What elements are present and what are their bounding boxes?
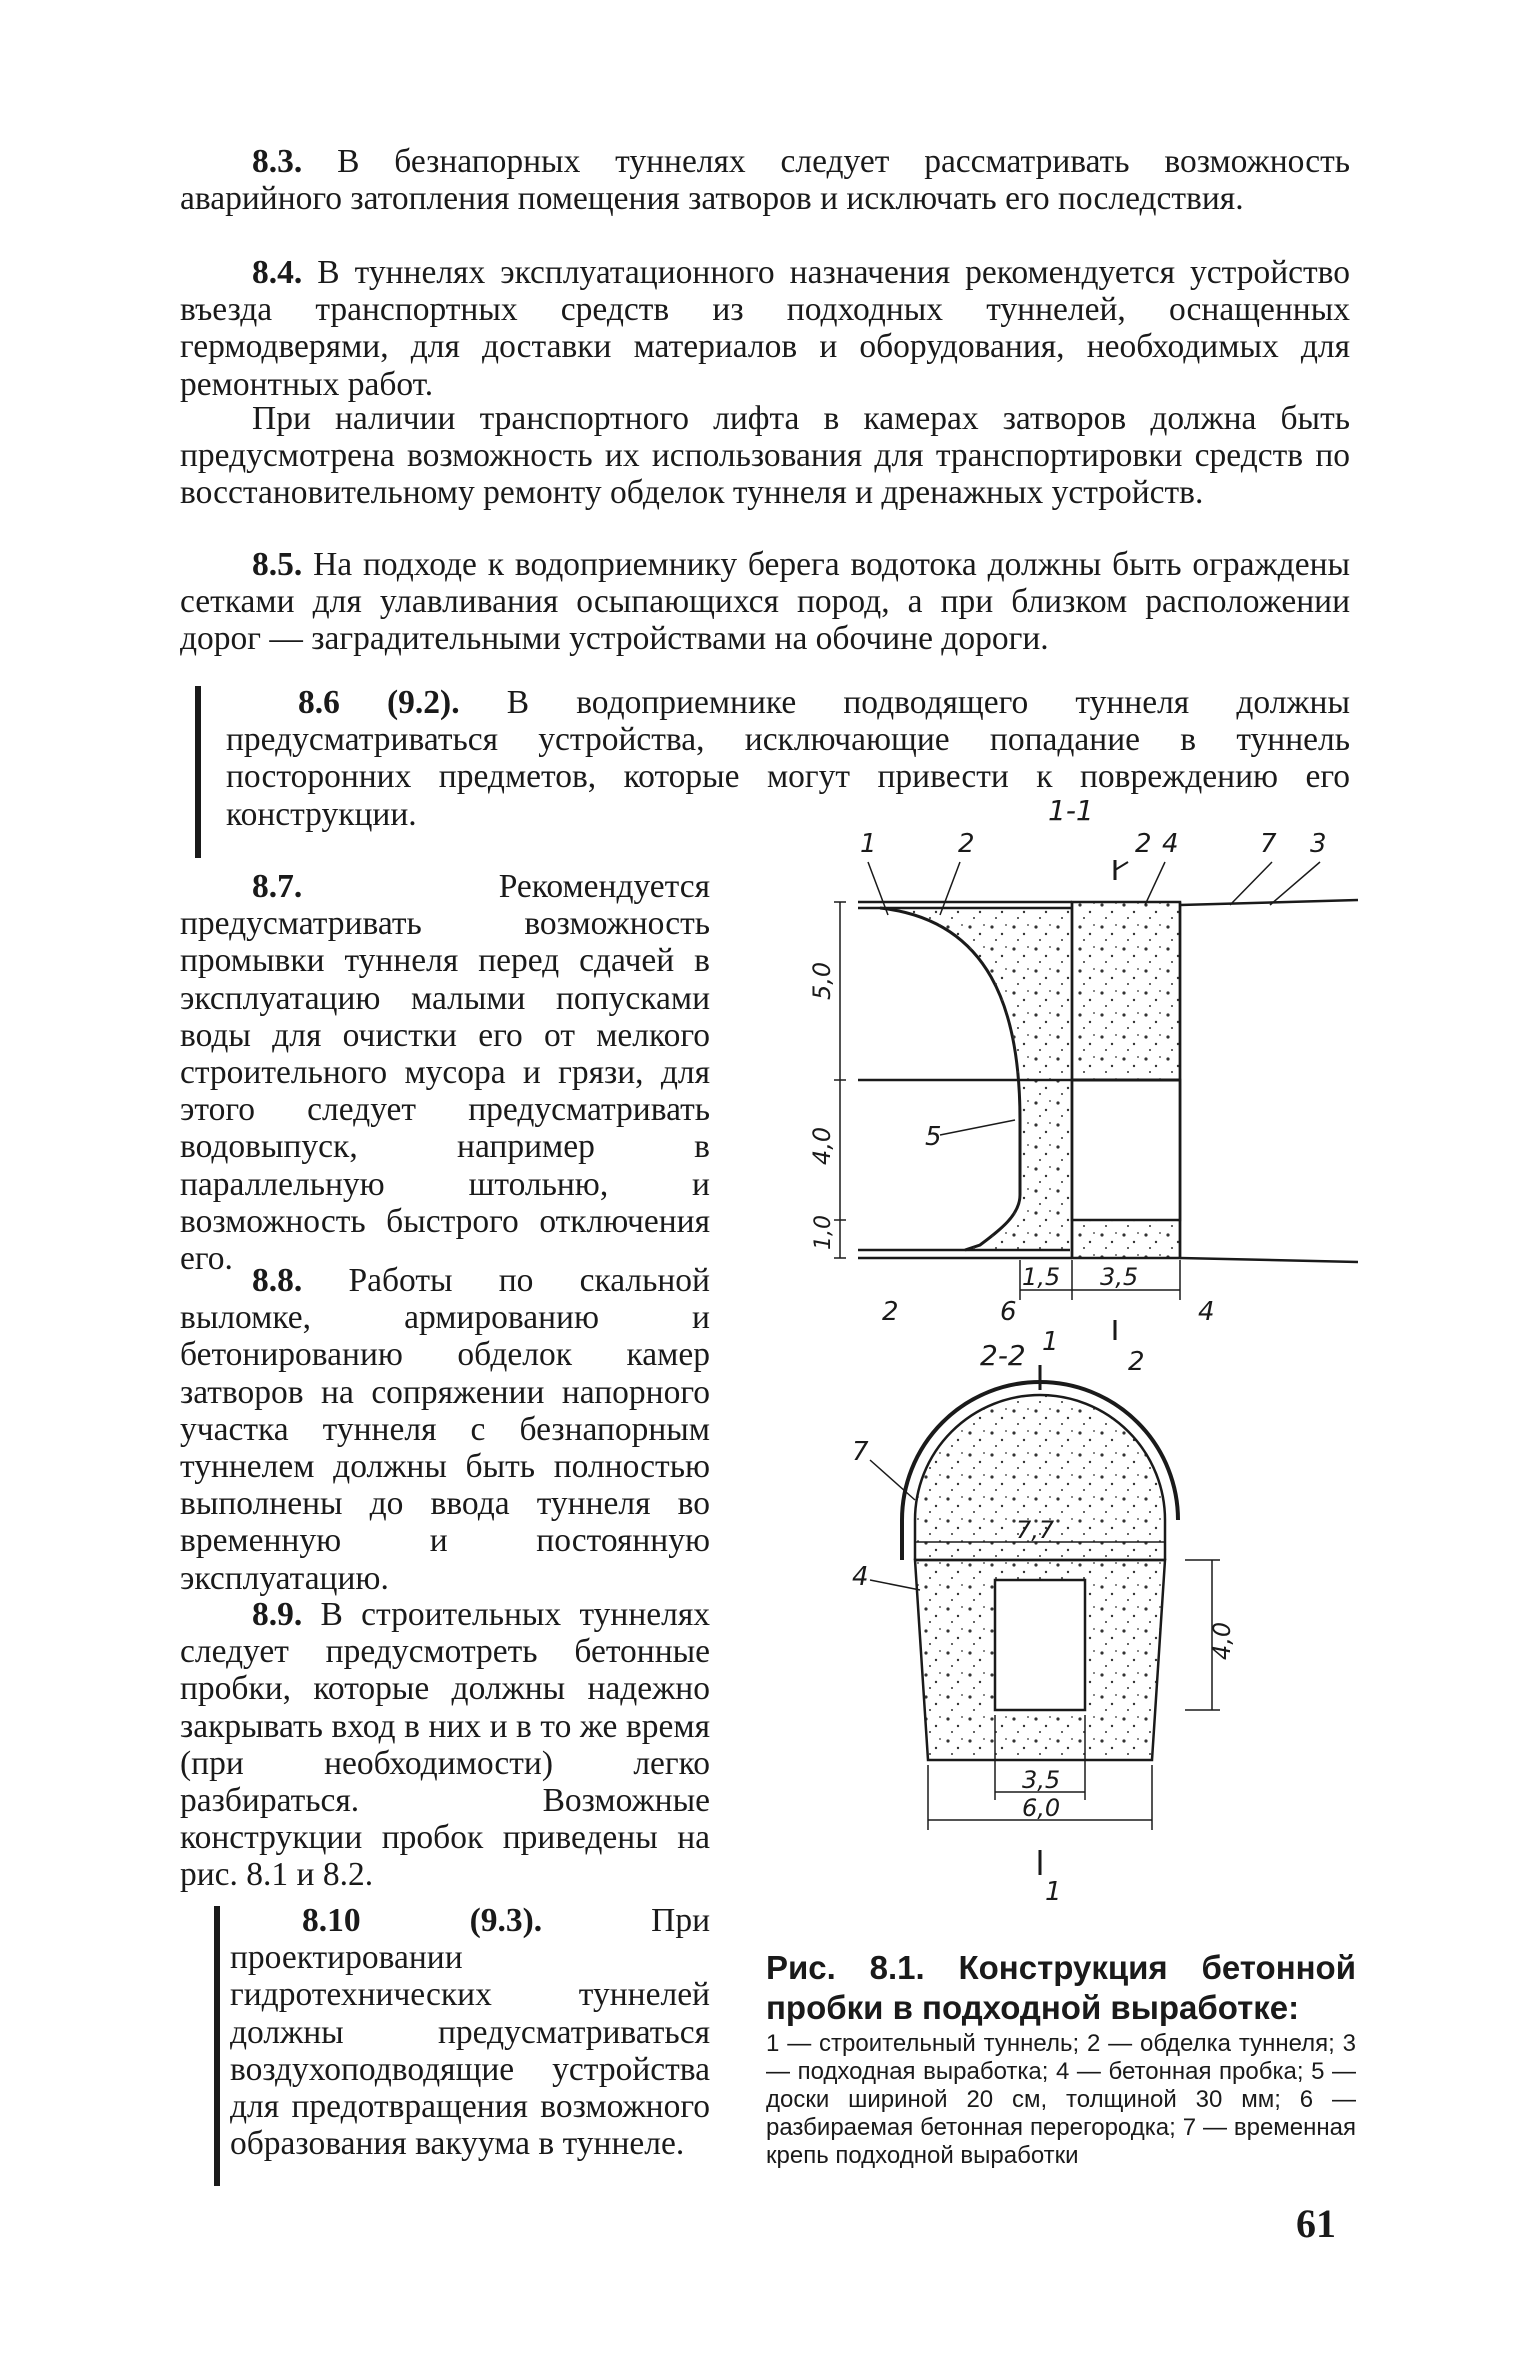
paragraph-text: Работы по скальной выломке, армированию и бетонированию обделок камер затворов на сопряжении напорного участка туннеля с безнапорным туннелем должны быть полностью выполнены до ввода туннеля во временную и постоянную эксплуатацию.	[180, 1262, 710, 1597]
paragraph-number: 8.4.	[252, 254, 303, 291]
paragraph-text: В водоприемнике подводящего туннеля должны предусматриваться устройства, исключающие попадание в туннель посторонних предметов, которые могут привести к повреждению его конструкции.	[226, 684, 1350, 833]
paragraph-8-7	[180, 868, 710, 1277]
figure-label-4: 4	[852, 1562, 869, 1592]
dimension-1-5: 1,5	[1022, 1263, 1061, 1291]
figure-caption-title: Рис. 8.1. Конструкция бетонной пробки в подходной выработке:	[766, 1949, 1356, 2026]
figure-label-3: 3	[1310, 829, 1327, 859]
figure-label-7: 7	[1260, 829, 1277, 859]
paragraph-text: При проектировании гидротехнических туннелей должны предусматриваться воздухоподводящие устройства для предотвращения возможного образования вакуума в туннеле.	[230, 1902, 710, 2163]
figure-label-1: 1	[1042, 1327, 1059, 1357]
paragraph-text: Рекомендуется предусматривать возможность промывки туннеля перед сдачей в эксплуатацию малыми попусками воды для очистки его от мелкого строительного мусора и грязи, для этого следует предусматривать водовыпуск, например в параллельную штольню, и возможность быстрого отключения его.	[180, 868, 710, 1278]
figure-label-4: 4	[1198, 1297, 1215, 1327]
paragraph-8-4-continued	[180, 400, 1350, 512]
paragraph-text: В безнапорных туннелях следует рассматривать возможность аварийного затопления помещения затворов и исключать его последствия.	[180, 143, 1351, 218]
paragraph-number: 8.6 (9.2).	[298, 684, 460, 721]
figure-label-1: 1	[860, 829, 877, 859]
dimension-3-5: 3,5	[1022, 1766, 1061, 1794]
figure-label-5: 5	[925, 1122, 942, 1152]
change-marker-bar	[214, 1906, 220, 2186]
paragraph-8-9	[180, 1596, 710, 1894]
figure-label-4: 4	[1162, 829, 1179, 859]
paragraph-number: 8.10 (9.3).	[302, 1902, 543, 1939]
paragraph-8-5	[180, 546, 1350, 658]
paragraph-number: 8.7.	[252, 868, 303, 905]
paragraph-text: В туннелях эксплуатационного назначения рекомендуется устройство въезда транспортных средств из подходных туннелей, оснащенных гермодверями, для доставки материалов и оборудования, необходимых для ремонтных работ.	[180, 254, 1350, 403]
figure-label-2: 2	[882, 1297, 899, 1327]
figure-label-1: 1	[1045, 1877, 1062, 1907]
section-1-1-label: 1-1	[1048, 794, 1094, 827]
section-1-1-drawing	[834, 860, 1358, 1340]
paragraph-number: 8.8.	[252, 1262, 303, 1299]
dimension-1-0: 1,0	[811, 1215, 836, 1250]
dimension-4-0: 4,0	[1208, 1621, 1236, 1660]
figure-label-2: 2	[958, 829, 975, 859]
figure-label-2: 2	[1128, 1347, 1145, 1377]
page-number: 61	[1296, 2201, 1336, 2246]
paragraph-number: 8.3.	[252, 143, 303, 180]
paragraph-number: 8.5.	[252, 546, 303, 583]
paragraph-8-4	[180, 254, 1350, 403]
paragraph-number: 8.9.	[252, 1596, 303, 1633]
figure-caption-legend: 1 — строительный туннель; 2 — обделка туннеля; 3 — подходная выработка; 4 — бетонная пробка; 5 — доски шириной 20 см, толщиной 30 мм; 6 — разбираемая бетонная перегородка; 7 — временная крепь подходной выработки	[766, 2030, 1356, 2169]
dimension-3-5: 3,5	[1100, 1263, 1139, 1291]
change-marker-bar	[195, 686, 201, 858]
dimension-5-0: 5,0	[808, 961, 836, 1000]
figure-label-7: 7	[852, 1437, 869, 1467]
dimension-4-0: 4,0	[808, 1126, 836, 1165]
dimension-7-7: 7,7	[1016, 1516, 1055, 1544]
paragraph-8-10	[230, 1902, 710, 2162]
figure-label-2: 2	[1135, 829, 1152, 859]
dimension-6-0: 6,0	[1022, 1794, 1061, 1822]
paragraph-text: В строительных туннелях следует предусмотреть бетонные пробки, которые должны надежно закрывать вход в них и в то же время (при необходимости) легко разбираться. Возможные конструкции пробок приведены на рис. 8.1 и 8.2.	[180, 1596, 711, 1894]
paragraph-text: При наличии транспортного лифта в камерах затворов должна быть предусмотрена возможность их использования для транспортировки средств по восстановительному ремонту обделок туннеля и дренажных устройств.	[180, 400, 1350, 512]
figure-label-6: 6	[1000, 1297, 1017, 1327]
paragraph-8-8	[180, 1262, 710, 1597]
paragraph-8-3	[180, 143, 1350, 217]
section-2-2-label: 2-2	[980, 1339, 1026, 1372]
paragraph-text: На подходе к водоприемнику берега водотока должны быть ограждены сетками для улавливания осыпающихся пород, а при близком расположении дорог — заградительными устройствами на обочине дороги.	[180, 546, 1350, 658]
tunnel-plug-figure	[790, 790, 1360, 1930]
